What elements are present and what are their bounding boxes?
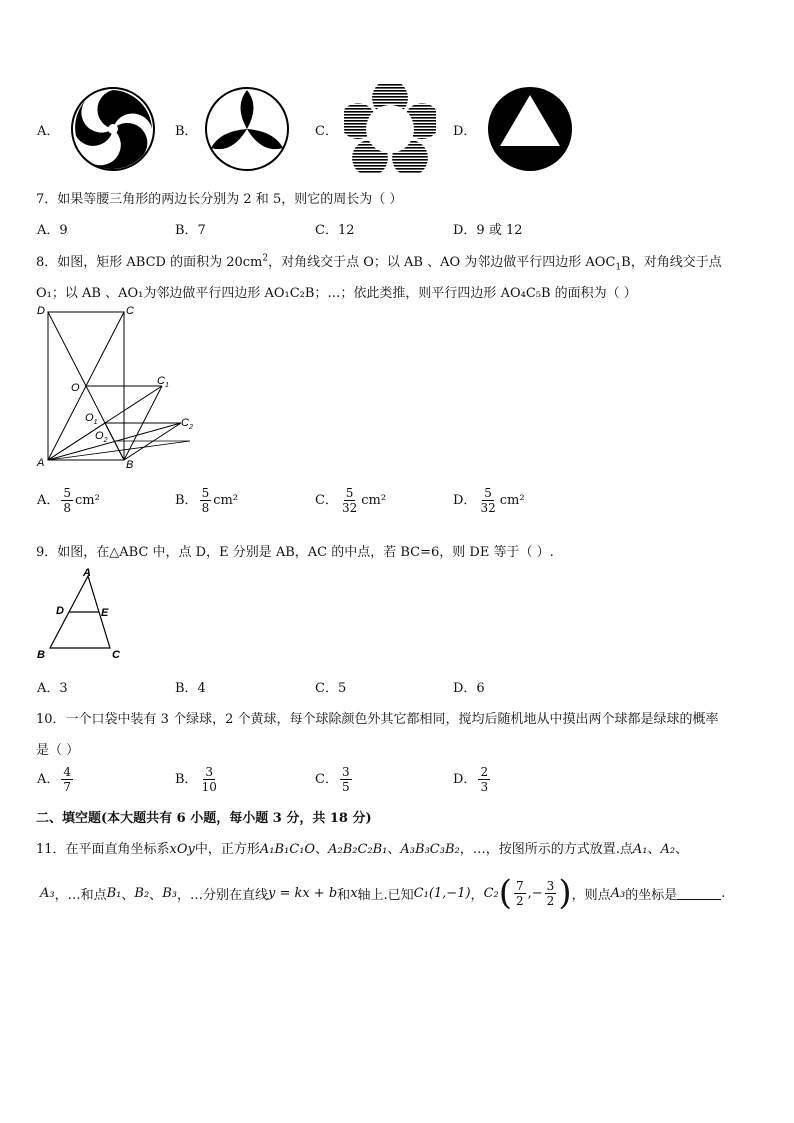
q8-figure [34, 302, 204, 474]
q6-option-b-figure [204, 86, 290, 172]
section2-title: 二、填空题(本大题共有 6 小题，每小题 3 分，共 18 分) [36, 811, 372, 826]
q8-stem-text-b: ，对角线交于点 O；以 AB 、AO 为邻边做平行四边形 AOC [268, 255, 616, 270]
q9-option-c: C．5 [315, 681, 347, 696]
q9-option-d: D．6 [453, 681, 485, 696]
q8-stem-text-c: B，对角线交于点 [621, 255, 722, 270]
q8-label-c: C [126, 305, 134, 317]
q10-option-b: B． $\frac{3}{10}$ [175, 765, 217, 794]
q8-stem-line2: O₁；以 AB 、AO₁为邻边做平行四边形 AO₁C₂B；…；依此类推，则平行四边形 AO₄C₅B 的面积为（ ） [36, 286, 637, 301]
q8-label-o2: $O_2$ [95, 430, 108, 444]
q10-option-d: D． $\frac{2}{3}$ [453, 765, 489, 794]
q8-label-c1: $C_1$ [157, 375, 169, 389]
q7-stem: 7．如果等腰三角形的两边长分别为 2 和 5，则它的周长为（ ） [36, 192, 403, 207]
q8-stem-sup: 2 [262, 253, 269, 264]
q7-option-a: A．9 [37, 223, 68, 238]
q11-answer-blank[interactable] [677, 887, 721, 900]
q9-label-d: D [56, 605, 64, 617]
q6-option-b-label: B． [175, 124, 198, 139]
q8-stem-text-a: 8．如图，矩形 ABCD 的面积为 20cm [36, 255, 263, 270]
q8-label-o: O [71, 382, 80, 394]
q8-option-d: D． $\frac{5}{32}$ cm² [453, 486, 525, 515]
q9-label-b: B [37, 649, 45, 661]
q6-option-a-figure [70, 86, 156, 172]
q8-option-c: C． $\frac{5}{32}$ cm² [315, 486, 387, 515]
q6-option-c-label: C． [315, 124, 338, 139]
q6-option-c-figure [344, 84, 436, 174]
q9-label-a: A [83, 567, 91, 579]
q6-option-a-label: A． [37, 124, 60, 139]
q8-stem-sub: 1 [615, 262, 622, 273]
q8-label-o1: $O_1$ [85, 412, 98, 426]
q9-label-c: C [112, 649, 120, 661]
q6-option-d-figure [487, 86, 573, 172]
q11-line2: A₃ ，…和点 B₁ 、 B₂ 、 B₃ ，…分别在直线 y = kx + b 和 x 轴上.已知 C₁(1,−1) ， C₂ ( $\frac{7}{2}$ ,− $\frac{3}{2}$ ) ，则点 A₃ 的坐标是 . [40, 873, 726, 913]
q6-option-d-label: D． [453, 124, 477, 139]
q9-option-a: A．3 [37, 681, 68, 696]
q9-figure [32, 566, 132, 662]
q8-label-a: A [37, 457, 45, 469]
q10-stem-line2: 是（ ） [36, 743, 80, 758]
q10-stem-line1: 10．一个口袋中装有 3 个绿球，2 个黄球，每个球除颜色外其它都相同，搅均后随机地从中摸出两个球都是绿球的概率 [36, 712, 719, 727]
q10-option-c: C． $\frac{3}{5}$ [315, 765, 350, 794]
q10-option-a: A． $\frac{4}{7}$ [37, 765, 72, 794]
q7-option-c: C．12 [315, 223, 355, 238]
q8-option-a: A． $\frac{5}{8}$ cm² [37, 486, 100, 515]
q9-stem: 9．如图，在△ABC 中，点 D，E 分别是 AB，AC 的中点，若 BC=6，则 DE 等于（ ）. [36, 545, 554, 560]
q8-option-b: B． $\frac{5}{8}$ cm² [175, 486, 239, 515]
q8-stem-line1 [36, 251, 722, 273]
q7-option-b: B．7 [175, 223, 206, 238]
q9-label-e: E [101, 607, 109, 619]
q11-line1: 11．在平面直角坐标系xOy中，正方形A₁B₁C₁O、A₂B₂C₂B₁、A₃B₃C₃B₂，…，按图所示的方式放置.点A₁、A₂、 [36, 842, 689, 857]
q7-option-d: D．9 或 12 [453, 223, 523, 238]
q8-label-c2: $C_2$ [181, 417, 193, 431]
q8-label-b: B [126, 459, 134, 471]
q8-label-d: D [37, 305, 45, 317]
q9-option-b: B．4 [175, 681, 206, 696]
